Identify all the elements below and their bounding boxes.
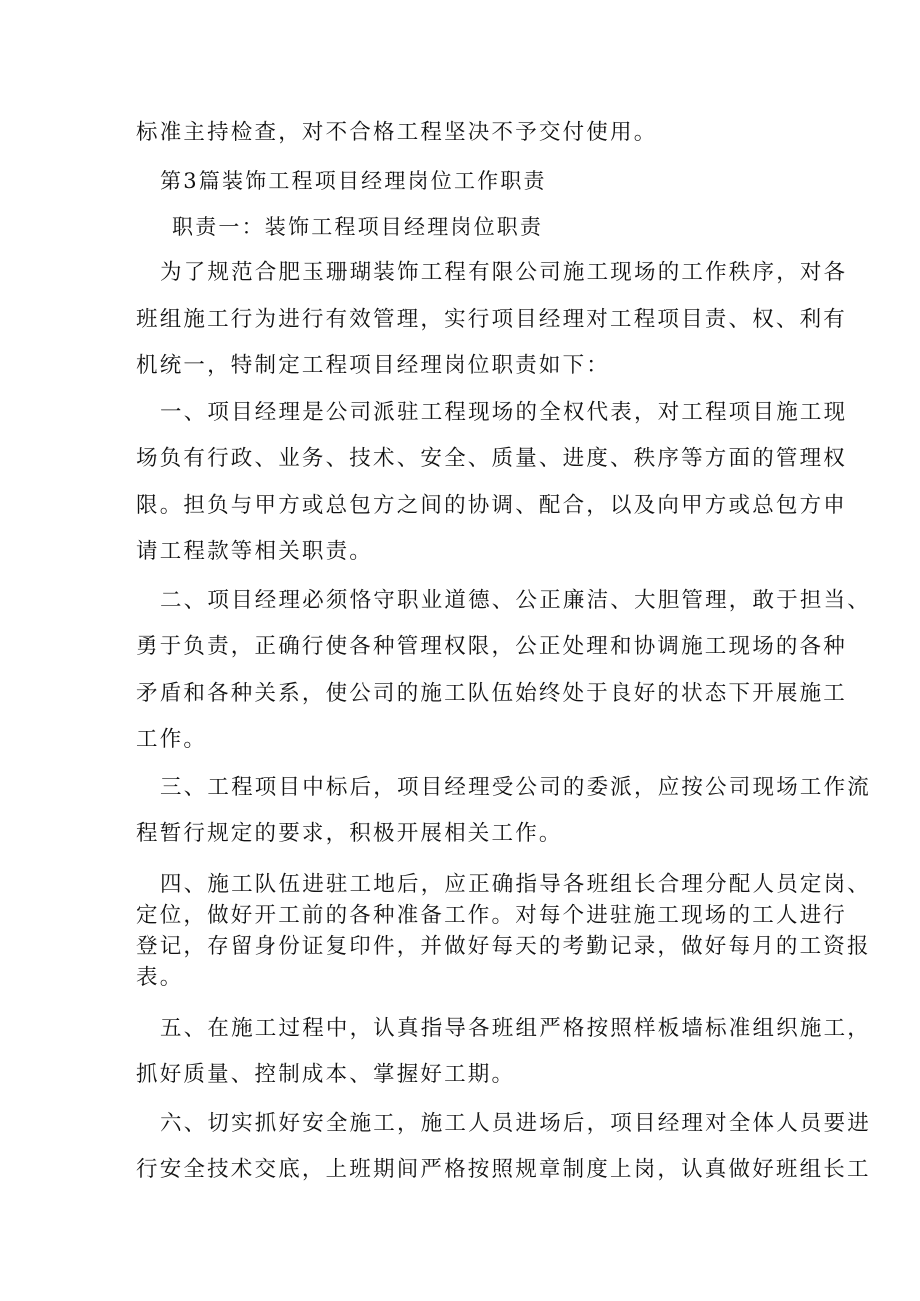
paragraph-line: 工作。 [136,727,208,752]
paragraph-line: 程暂行规定的要求，积极开展相关工作。 [136,821,563,846]
paragraph-line: 为了规范合肥玉珊瑚装饰工程有限公司施工现场的工作秩序，对各 [160,260,848,285]
paragraph-line: 六、切实抓好安全施工，施工人员进场后，项目经理对全体人员要进 [160,1111,872,1136]
paragraph-line: 一、项目经理是公司派驻工程现场的全权代表，对工程项目施工现 [160,400,848,425]
paragraph-line: 行安全技术交底，上班期间严格按照规章制度上岗，认真做好班组长工 [136,1157,871,1182]
paragraph-line: 限。担负与甲方或总包方之间的协调、配合，以及向甲方或总包方申 [136,493,848,518]
paragraph-line: 二、项目经理必须恪守职业道德、公正廉洁、大胆管理，敢于担当、 [160,588,872,613]
paragraph-line: 班组施工行为进行有效管理，实行项目经理对工程项目责、权、利有 [136,307,848,332]
paragraph-line: 矛盾和各种关系，使公司的施工队伍始终处于良好的状态下开展施工 [136,681,848,706]
paragraph-line: 表。 [136,965,184,990]
paragraph-line: 场负有行政、业务、技术、安全、质量、进度、秩序等方面的管理权 [136,446,848,471]
subsection-title: 职责一：装饰工程项目经理岗位职责 [172,215,544,239]
paragraph-line: 勇于负责，正确行使各种管理权限，公正处理和协调施工现场的各种 [136,634,848,659]
section-title: 第3篇装饰工程项目经理岗位工作职责 [160,169,547,193]
paragraph-line: 五、在施工过程中，认真指导各班组严格按照样板墙标准组织施工， [160,1016,872,1041]
paragraph-line: 登记，存留身份证复印件，并做好每天的考勤记录，做好每月的工资报 [136,934,871,959]
paragraph-line: 定位，做好开工前的各种准备工作。对每个进驻施工现场的工人进行 [136,903,848,928]
paragraph-line: 机统一，特制定工程项目经理岗位职责如下： [136,353,611,378]
paragraph-line: 请工程款等相关职责。 [136,539,374,564]
paragraph-line: 抓好质量、控制成本、掌握好工期。 [136,1062,516,1087]
paragraph-line: 三、工程项目中标后，项目经理受公司的委派，应按公司现场工作流 [160,775,872,800]
paragraph-line: 四、施工队伍进驻工地后，应正确指导各班组长合理分配人员定岗、 [160,872,872,897]
continuation-line: 标准主持检查，对不合格工程坚决不予交付使用。 [136,120,658,145]
